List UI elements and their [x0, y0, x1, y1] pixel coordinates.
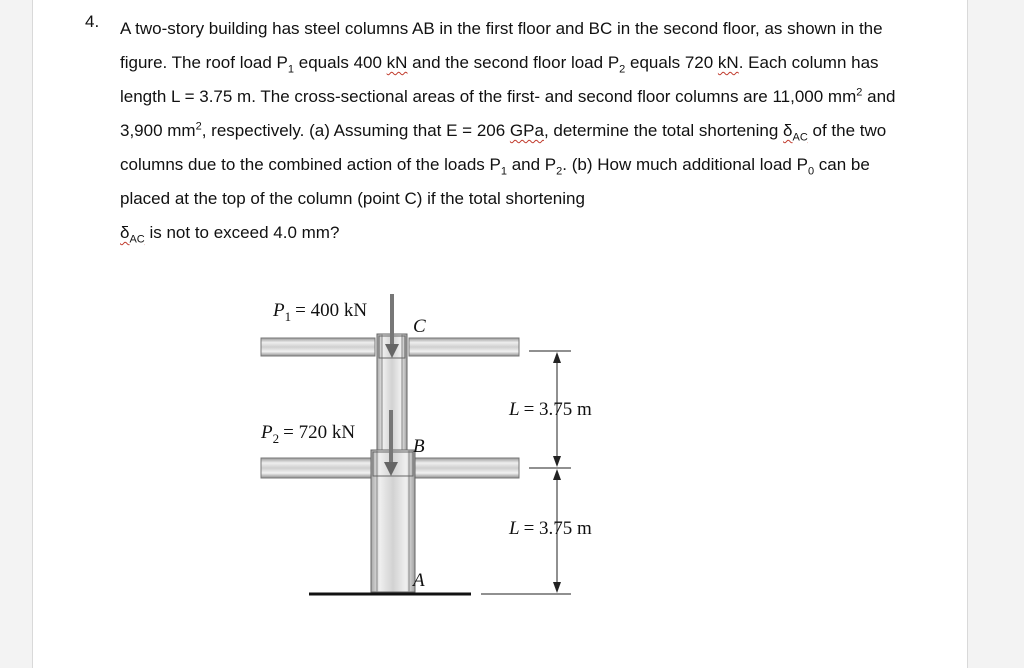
subscript-p1: 1 [287, 63, 295, 76]
dim-label-lower [508, 518, 592, 539]
load-label-p1 [272, 300, 367, 324]
subscript-p2-b: 2 [556, 165, 563, 178]
dim-label-upper [508, 399, 592, 420]
dim-upper-value: = 3.75 m [523, 399, 592, 420]
upper-beam-left [261, 338, 375, 356]
p2-value: = 720 kN [283, 422, 356, 443]
load-label-p2 [260, 422, 355, 446]
p2-subscript: 2 [272, 431, 280, 446]
lower-beam-left [261, 458, 371, 478]
p2-symbol: P [261, 422, 273, 443]
subscript-ac-1: AC [792, 131, 808, 144]
delta-char-2: δ [120, 223, 130, 242]
text-seg13: is not to exceed 4.0 mm? [144, 223, 340, 242]
text-seg12: can be placed at the top of the column (point C) if the total shortening [120, 155, 870, 208]
document-page [32, 0, 968, 668]
spell-flag-GPa: GPa [509, 121, 544, 140]
subscript-ac-2: AC [129, 233, 145, 246]
text-seg8: , determine the total shortening [543, 121, 784, 140]
upper-beam-right [409, 338, 519, 356]
text-seg3: and the second floor load P [407, 53, 620, 72]
subscript-p1-b: 1 [500, 165, 507, 178]
superscript-mm2-a: 2 [856, 86, 863, 99]
delta-char-1: δ [783, 121, 793, 140]
spell-flag-kN-1: kN [386, 53, 408, 72]
text-seg9: of the two columns due to the combined action of the loads P [120, 121, 887, 174]
text-seg11: . (b) How much additional load P [562, 155, 808, 174]
text-seg10: and P [506, 155, 557, 174]
subscript-p0: 0 [807, 165, 815, 178]
dim-upper-symbol: L [509, 399, 520, 420]
building-figure [33, 0, 967, 668]
spell-flag-kN-2: kN [717, 53, 739, 72]
dim-lower-symbol: L [509, 518, 520, 539]
text-seg1: A two-story building has steel columns AB in the first floor and BC in the second floor, as shown in the figure. The roof load P [120, 19, 883, 72]
point-c-label: C [413, 316, 426, 337]
problem-number: 4. [85, 12, 100, 31]
text-seg7: , respectively. (a) Assuming that E = 206 [201, 121, 510, 140]
point-b-label: B [413, 436, 425, 457]
text-seg5: . Each column has length L = 3.75 m. The cross-sectional areas of the first- and second floor columns are 11,000 mm [120, 53, 879, 106]
p1-subscript: 1 [284, 309, 292, 324]
dim-lower-value: = 3.75 m [523, 518, 592, 539]
point-a-label: A [413, 570, 425, 591]
subscript-p2: 2 [619, 63, 626, 76]
p1-value: = 400 kN [295, 300, 368, 321]
lower-beam-right [415, 458, 519, 478]
text-seg2: equals 400 [294, 53, 387, 72]
text-seg6: and 3,900 mm [120, 87, 896, 140]
text-seg4: equals 720 [625, 53, 718, 72]
p1-symbol: P [273, 300, 285, 321]
superscript-mm2-b: 2 [195, 120, 202, 133]
